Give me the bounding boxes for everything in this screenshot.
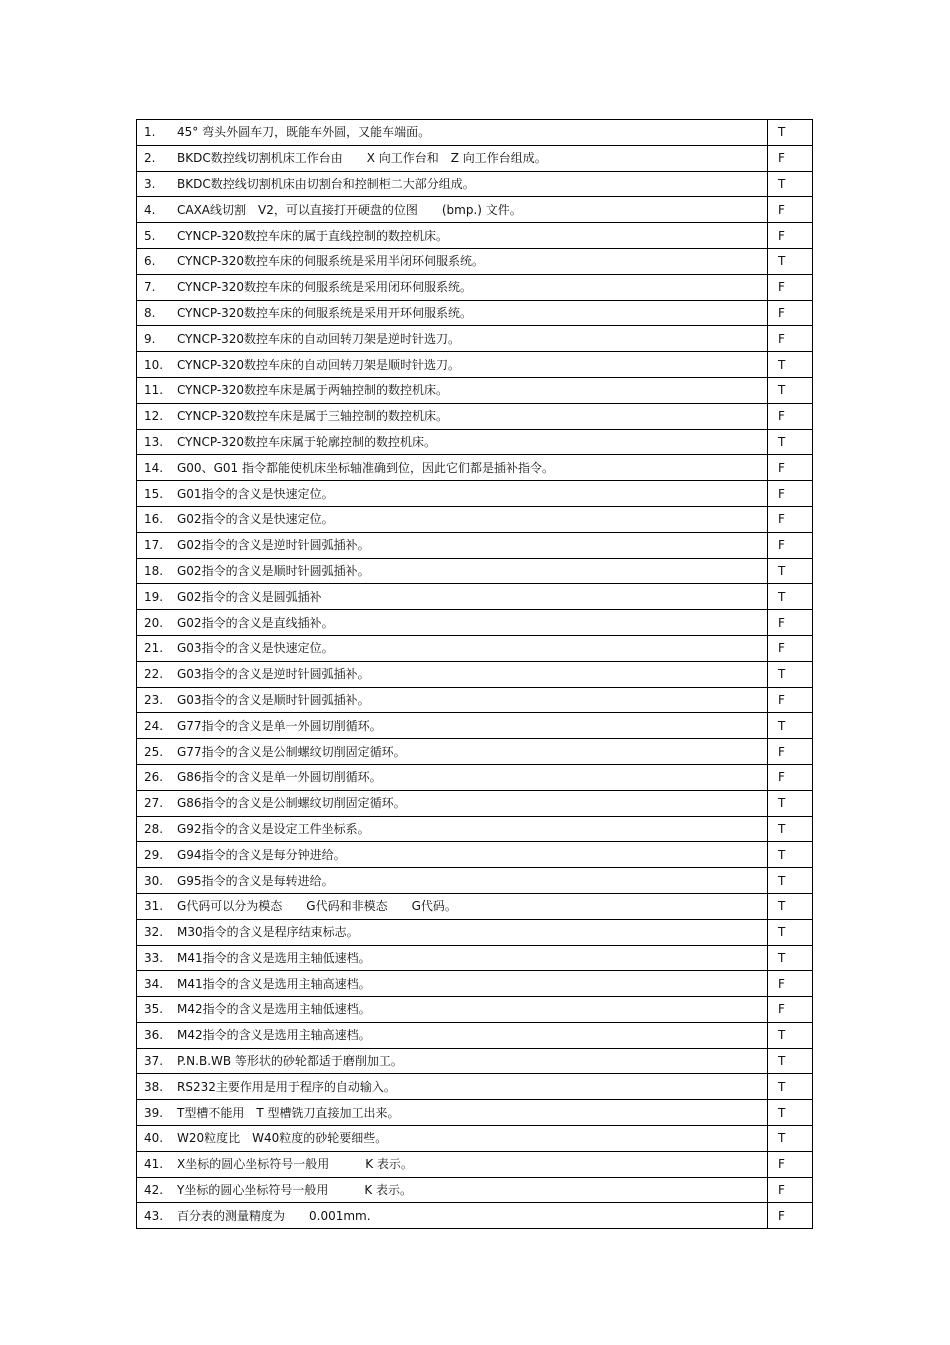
- table-row: [137, 945, 813, 971]
- table-row: [137, 481, 813, 507]
- question-number: 39.: [144, 1105, 164, 1120]
- table-row: [137, 687, 813, 713]
- answer-cell: F: [768, 764, 813, 790]
- question-cell: [137, 274, 768, 300]
- table-row: [137, 171, 813, 197]
- question-cell: [137, 377, 768, 403]
- question-number: 33.: [144, 950, 164, 965]
- question-cell: [137, 352, 768, 378]
- question-text: G02指令的含义是快速定位。: [177, 512, 334, 527]
- question-cell: [137, 713, 768, 739]
- answer-cell: T: [768, 558, 813, 584]
- question-number: 37.: [144, 1054, 164, 1069]
- question-number: 15.: [144, 486, 164, 501]
- answer-cell: F: [768, 145, 813, 171]
- question-text: CYNCP-320数控车床的属于直线控制的数控机床。: [177, 228, 449, 243]
- table-row: [137, 893, 813, 919]
- question-cell: [137, 635, 768, 661]
- question-number: 40.: [144, 1131, 164, 1146]
- question-cell: [137, 506, 768, 532]
- question-number: 9.: [144, 331, 156, 346]
- table-row: [137, 506, 813, 532]
- answer-cell: T: [768, 893, 813, 919]
- question-number: 17.: [144, 538, 164, 553]
- question-cell: [137, 1177, 768, 1203]
- answer-cell: T: [768, 868, 813, 894]
- question-number: 23.: [144, 692, 164, 707]
- question-text: M42指令的含义是选用主轴低速档。: [177, 1002, 371, 1017]
- table-row: [137, 377, 813, 403]
- answer-cell: T: [768, 713, 813, 739]
- question-number: 10.: [144, 357, 164, 372]
- question-cell: [137, 687, 768, 713]
- table-row: [137, 610, 813, 636]
- table-row: [137, 532, 813, 558]
- table-row: [137, 971, 813, 997]
- table-row: [137, 1203, 813, 1229]
- answer-cell: T: [768, 790, 813, 816]
- answer-cell: F: [768, 455, 813, 481]
- question-text: G02指令的含义是圆弧插补: [177, 589, 322, 604]
- question-number: 12.: [144, 409, 164, 424]
- question-number: 28.: [144, 821, 164, 836]
- question-text: W20粒度比 W40粒度的砂轮要细些。: [177, 1131, 388, 1146]
- table-row: [137, 790, 813, 816]
- table-row: [137, 145, 813, 171]
- question-text: G92指令的含义是设定工件坐标系。: [177, 821, 370, 836]
- question-text: G01指令的含义是快速定位。: [177, 486, 334, 501]
- question-text: G03指令的含义是快速定位。: [177, 641, 334, 656]
- question-cell: [137, 403, 768, 429]
- answer-cell: F: [768, 739, 813, 765]
- question-number: 38.: [144, 1079, 164, 1094]
- question-cell: [137, 764, 768, 790]
- question-cell: [137, 661, 768, 687]
- question-cell: [137, 532, 768, 558]
- question-text: RS232主要作用是用于程序的自动输入。: [177, 1079, 396, 1094]
- table-row: [137, 713, 813, 739]
- answer-cell: T: [768, 945, 813, 971]
- question-cell: [137, 868, 768, 894]
- question-number: 43.: [144, 1208, 164, 1223]
- question-cell: [137, 971, 768, 997]
- answer-cell: T: [768, 1126, 813, 1152]
- question-cell: [137, 893, 768, 919]
- question-number: 29.: [144, 847, 164, 862]
- question-cell: [137, 481, 768, 507]
- answer-cell: F: [768, 326, 813, 352]
- answer-cell: T: [768, 171, 813, 197]
- question-number: 32.: [144, 925, 164, 940]
- table-row: [137, 1022, 813, 1048]
- question-number: 20.: [144, 615, 164, 630]
- answer-cell: T: [768, 248, 813, 274]
- table-row: [137, 739, 813, 765]
- answer-cell: F: [768, 1151, 813, 1177]
- question-cell: [137, 919, 768, 945]
- answer-cell: T: [768, 1074, 813, 1100]
- answer-cell: F: [768, 997, 813, 1023]
- answer-cell: F: [768, 197, 813, 223]
- question-text: G02指令的含义是逆时针圆弧插补。: [177, 538, 370, 553]
- answer-cell: T: [768, 120, 813, 146]
- question-number: 41.: [144, 1157, 164, 1172]
- question-number: 8.: [144, 305, 156, 320]
- answer-cell: T: [768, 661, 813, 687]
- question-text: M30指令的含义是程序结束标志。: [177, 925, 359, 940]
- table-row: [137, 274, 813, 300]
- question-cell: [137, 171, 768, 197]
- question-number: 2.: [144, 151, 156, 166]
- question-text: BKDC数控线切割机床工作台由 X 向工作台和 Z 向工作台组成。: [177, 151, 547, 166]
- question-text: CYNCP-320数控车床属于轮廓控制的数控机床。: [177, 434, 437, 449]
- table-row: [137, 248, 813, 274]
- question-number: 30.: [144, 873, 164, 888]
- table-row: [137, 661, 813, 687]
- question-text: G95指令的含义是每转进给。: [177, 873, 334, 888]
- question-text: T型槽不能用 T 型槽铣刀直接加工出来。: [177, 1105, 400, 1120]
- true-false-answer-table: [136, 119, 813, 1229]
- question-cell: [137, 816, 768, 842]
- question-number: 6.: [144, 254, 156, 269]
- answer-cell: T: [768, 919, 813, 945]
- table-row: [137, 558, 813, 584]
- table-row: [137, 997, 813, 1023]
- question-number: 26.: [144, 770, 164, 785]
- question-cell: [137, 300, 768, 326]
- answer-cell: F: [768, 274, 813, 300]
- question-number: 18.: [144, 563, 164, 578]
- table-row: [137, 197, 813, 223]
- question-number: 35.: [144, 1002, 164, 1017]
- question-text: 45° 弯头外圆车刀，既能车外圆，又能车端面。: [177, 125, 431, 140]
- table-row: [137, 120, 813, 146]
- question-text: Y坐标的圆心坐标符号一般用 K 表示。: [177, 1183, 413, 1198]
- question-cell: [137, 223, 768, 249]
- answer-cell: F: [768, 635, 813, 661]
- question-text: G02指令的含义是直线插补。: [177, 615, 334, 630]
- question-cell: [137, 1074, 768, 1100]
- question-cell: [137, 842, 768, 868]
- question-number: 7.: [144, 280, 156, 295]
- table-body: [137, 120, 813, 1229]
- question-text: X坐标的圆心坐标符号一般用 K 表示。: [177, 1157, 413, 1172]
- answer-cell: F: [768, 687, 813, 713]
- question-cell: [137, 120, 768, 146]
- question-number: 1.: [144, 125, 156, 140]
- question-number: 31.: [144, 899, 164, 914]
- table-row: [137, 1126, 813, 1152]
- question-cell: [137, 610, 768, 636]
- answer-cell: F: [768, 223, 813, 249]
- table-row: [137, 584, 813, 610]
- question-text: CYNCP-320数控车床的伺服系统是采用半闭环伺服系统。: [177, 254, 485, 269]
- table-row: [137, 868, 813, 894]
- question-number: 4.: [144, 202, 156, 217]
- question-cell: [137, 248, 768, 274]
- answer-cell: F: [768, 300, 813, 326]
- table-row: [137, 919, 813, 945]
- question-cell: [137, 326, 768, 352]
- answer-cell: T: [768, 1022, 813, 1048]
- question-text: 百分表的测量精度为 0.001mm.: [177, 1208, 371, 1223]
- question-number: 42.: [144, 1183, 164, 1198]
- table-row: [137, 1151, 813, 1177]
- question-cell: [137, 429, 768, 455]
- question-text: M41指令的含义是选用主轴高速档。: [177, 976, 371, 991]
- question-text: M41指令的含义是选用主轴低速档。: [177, 950, 371, 965]
- answer-cell: F: [768, 506, 813, 532]
- table-row: [137, 223, 813, 249]
- answer-cell: F: [768, 1177, 813, 1203]
- question-cell: [137, 945, 768, 971]
- question-text: BKDC数控线切割机床由切割台和控制柜二大部分组成。: [177, 176, 475, 191]
- answer-cell: T: [768, 584, 813, 610]
- table-row: [137, 429, 813, 455]
- question-text: G代码可以分为模态 G代码和非模态 G代码。: [177, 899, 457, 914]
- answer-cell: T: [768, 816, 813, 842]
- table-row: [137, 635, 813, 661]
- question-cell: [137, 584, 768, 610]
- question-cell: [137, 197, 768, 223]
- question-text: CYNCP-320数控车床是属于三轴控制的数控机床。: [177, 409, 449, 424]
- question-cell: [137, 1022, 768, 1048]
- answer-cell: T: [768, 842, 813, 868]
- table-row: [137, 1100, 813, 1126]
- question-cell: [137, 1126, 768, 1152]
- question-text: CYNCP-320数控车床的伺服系统是采用闭环伺服系统。: [177, 280, 473, 295]
- table-row: [137, 403, 813, 429]
- table-row: [137, 764, 813, 790]
- answer-cell: F: [768, 532, 813, 558]
- question-cell: [137, 145, 768, 171]
- question-cell: [137, 790, 768, 816]
- question-number: 11.: [144, 383, 164, 398]
- table-row: [137, 1177, 813, 1203]
- answer-cell: T: [768, 352, 813, 378]
- question-text: CYNCP-320数控车床的自动回转刀架是逆时针选刀。: [177, 331, 461, 346]
- answer-cell: F: [768, 481, 813, 507]
- answer-cell: T: [768, 429, 813, 455]
- question-number: 22.: [144, 667, 164, 682]
- question-text: CYNCP-320数控车床的自动回转刀架是顺时针选刀。: [177, 357, 461, 372]
- question-cell: [137, 739, 768, 765]
- question-text: CYNCP-320数控车床是属于两轴控制的数控机床。: [177, 383, 449, 398]
- table-row: [137, 300, 813, 326]
- question-text: G77指令的含义是单一外圆切削循环。: [177, 718, 382, 733]
- table-row: [137, 455, 813, 481]
- question-number: 16.: [144, 512, 164, 527]
- question-text: M42指令的含义是选用主轴高速档。: [177, 1028, 371, 1043]
- question-cell: [137, 1100, 768, 1126]
- question-text: G03指令的含义是逆时针圆弧插补。: [177, 667, 370, 682]
- question-number: 13.: [144, 434, 164, 449]
- question-text: CYNCP-320数控车床的伺服系统是采用开环伺服系统。: [177, 305, 473, 320]
- question-number: 27.: [144, 796, 164, 811]
- question-cell: [137, 997, 768, 1023]
- question-text: G00、G01 指令都能使机床坐标轴准确到位，因此它们都是插补指令。: [177, 460, 554, 475]
- question-text: G86指令的含义是单一外圆切削循环。: [177, 770, 382, 785]
- answer-cell: F: [768, 1203, 813, 1229]
- answer-cell: F: [768, 971, 813, 997]
- question-number: 3.: [144, 176, 156, 191]
- question-number: 21.: [144, 641, 164, 656]
- table-row: [137, 1048, 813, 1074]
- question-text: P.N.B.WB 等形状的砂轮都适于磨削加工。: [177, 1054, 403, 1069]
- answer-cell: T: [768, 377, 813, 403]
- question-text: G94指令的含义是每分钟进给。: [177, 847, 346, 862]
- table-row: [137, 842, 813, 868]
- question-text: G02指令的含义是顺时针圆弧插补。: [177, 563, 370, 578]
- table-row: [137, 326, 813, 352]
- question-cell: [137, 1048, 768, 1074]
- question-text: G77指令的含义是公制螺纹切削固定循环。: [177, 744, 406, 759]
- question-text: CAXA线切割 V2，可以直接打开硬盘的位图 (bmp.) 文件。: [177, 202, 522, 217]
- question-cell: [137, 1151, 768, 1177]
- question-text: G86指令的含义是公制螺纹切削固定循环。: [177, 796, 406, 811]
- question-cell: [137, 558, 768, 584]
- answer-cell: T: [768, 1048, 813, 1074]
- question-number: 5.: [144, 228, 156, 243]
- question-cell: [137, 455, 768, 481]
- question-number: 25.: [144, 744, 164, 759]
- question-number: 24.: [144, 718, 164, 733]
- question-number: 34.: [144, 976, 164, 991]
- answer-cell: F: [768, 403, 813, 429]
- question-text: G03指令的含义是顺时针圆弧插补。: [177, 692, 370, 707]
- question-cell: [137, 1203, 768, 1229]
- table-row: [137, 1074, 813, 1100]
- answer-cell: T: [768, 1100, 813, 1126]
- table-row: [137, 816, 813, 842]
- question-number: 19.: [144, 589, 164, 604]
- answer-cell: F: [768, 610, 813, 636]
- table-row: [137, 352, 813, 378]
- question-number: 36.: [144, 1028, 164, 1043]
- question-number: 14.: [144, 460, 164, 475]
